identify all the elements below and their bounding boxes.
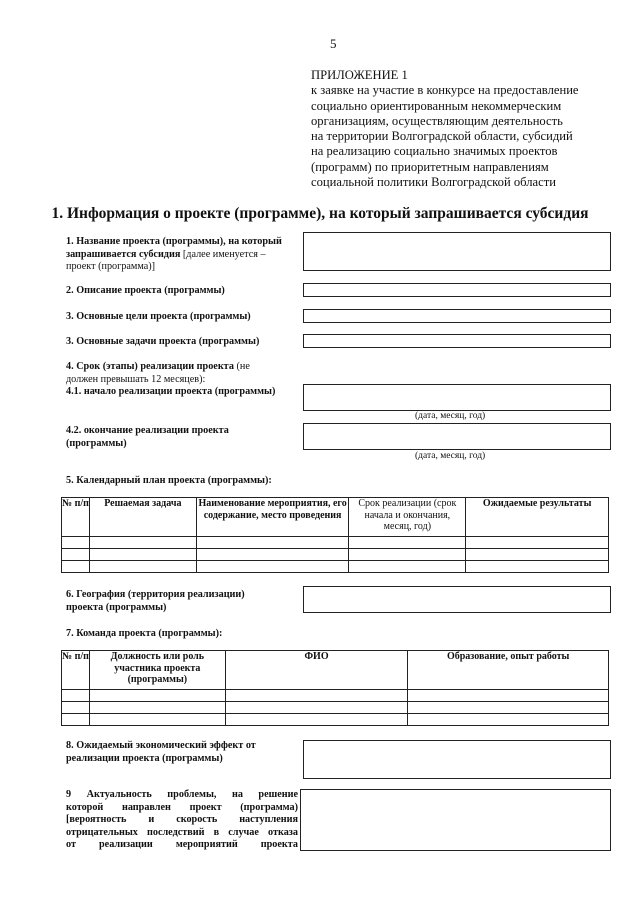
label-part: 4. Срок (этапы) реализации проекта (66, 361, 234, 372)
project-goals-label (66, 311, 251, 324)
label-part: 1. Название проекта (программы), на который (66, 236, 282, 247)
table-header: Решаемая задача (89, 498, 196, 537)
team-table (61, 650, 609, 726)
table-cell[interactable] (349, 537, 466, 549)
appendix-header (311, 68, 611, 190)
table-header: Ожидаемые результаты (466, 498, 609, 537)
label-part: реализации проекта (программы) (66, 752, 223, 764)
table-cell[interactable] (408, 702, 609, 714)
table-cell[interactable] (89, 549, 196, 561)
table-cell[interactable] (466, 561, 609, 573)
table-cell[interactable] (62, 549, 90, 561)
label-part: 6. География (территория реализации) (66, 589, 245, 600)
label-line: которой направлен проект (программа) (66, 801, 298, 813)
calendar-plan-table (61, 497, 609, 573)
table-header: № п/п (62, 651, 90, 690)
project-tasks-field[interactable] (303, 334, 611, 348)
appendix-line: социально ориентированным некоммерческим (311, 98, 562, 113)
table-cell[interactable] (225, 702, 408, 714)
label-line: 9 Актуальность проблемы, на решение (66, 789, 298, 800)
table-cell[interactable] (349, 549, 466, 561)
table-cell[interactable] (89, 702, 225, 714)
table-cell[interactable] (89, 537, 196, 549)
appendix-line: социальной политики Волгоградской области (311, 175, 556, 190)
table-cell[interactable] (196, 561, 349, 573)
table-cell[interactable] (62, 537, 90, 549)
project-description-field[interactable] (303, 283, 611, 297)
table-row (62, 690, 609, 702)
table-header: Наименование мероприятия, его содержание, место проведения (196, 498, 349, 537)
label-part: 8. Ожидаемый экономический эффект от (66, 740, 256, 751)
relevance-label (66, 789, 298, 852)
table-cell[interactable] (225, 714, 408, 726)
label-part: 7. Команда проекта (программы): (66, 628, 223, 639)
end-date-field[interactable] (303, 423, 611, 450)
label-part: проекта (программы) (66, 601, 167, 613)
label-part: (программы) (66, 437, 127, 449)
calendar-plan-label (66, 475, 272, 488)
appendix-line: к заявке на участие в конкурсе на предоставление (311, 83, 579, 98)
label-part: запрашивается субсидия (66, 248, 181, 260)
appendix-line: на реализацию социально значимых проектов (311, 144, 558, 159)
table-cell[interactable] (196, 537, 349, 549)
table-row (62, 537, 609, 549)
page-number: 5 (330, 36, 337, 51)
appendix-line: организациям, осуществляющим деятельность (311, 113, 563, 128)
appendix-line: на территории Волгоградской области, субсидий (311, 129, 573, 144)
date-caption: (дата, месяц, год) (415, 411, 486, 421)
table-cell[interactable] (62, 690, 90, 702)
table-cell[interactable] (62, 702, 90, 714)
table-cell[interactable] (89, 714, 225, 726)
section-title: 1. Информация о проекте (программе), на который запрашивается субсидия (51, 205, 589, 222)
economic-effect-label (66, 740, 256, 765)
table-cell[interactable] (196, 549, 349, 561)
label-part: 5. Календарный план проекта (программы): (66, 475, 272, 486)
label-part: проект (программа)] (66, 261, 156, 272)
table-cell[interactable] (408, 714, 609, 726)
table-cell[interactable] (225, 690, 408, 702)
table-cell[interactable] (89, 561, 196, 573)
appendix-line: (программ) по приоритетным направлениям (311, 159, 549, 174)
project-period-label (66, 361, 302, 399)
table-row (62, 561, 609, 573)
label-line: отрицательных последствий в случае отказа (66, 826, 298, 838)
economic-effect-field[interactable] (303, 740, 611, 779)
team-label (66, 628, 222, 641)
end-date-label (66, 425, 229, 450)
geography-label (66, 589, 245, 614)
table-header: № п/п (62, 498, 90, 537)
project-name-label (66, 236, 298, 274)
start-date-field[interactable] (303, 384, 611, 411)
label-part: 4.1. начало реализации проекта (программы) (66, 386, 276, 397)
label-part: 2. Описание проекта (программы) (66, 285, 225, 296)
project-name-field[interactable] (303, 232, 611, 271)
label-line: от реализации мероприятий проекта (66, 839, 298, 850)
date-caption: (дата, месяц, год) (415, 451, 486, 461)
table-row (62, 702, 609, 714)
table-header: ФИО (225, 651, 408, 690)
geography-field[interactable] (303, 586, 611, 613)
label-part: должен превышать 12 месяцев): (66, 373, 206, 385)
table-cell[interactable] (62, 561, 90, 573)
project-goals-field[interactable] (303, 309, 611, 323)
label-part: (не (233, 361, 250, 372)
project-tasks-label (66, 336, 259, 349)
label-part: 3. Основные цели проекта (программы) (66, 311, 251, 322)
table-cell[interactable] (466, 537, 609, 549)
appendix-line: ПРИЛОЖЕНИЕ 1 (311, 68, 408, 82)
relevance-field[interactable] (300, 789, 611, 851)
table-cell[interactable] (62, 714, 90, 726)
project-description-label (66, 285, 225, 298)
table-header: Срок реализации (срок начала и окончания, месяц, год) (349, 498, 466, 537)
table-cell[interactable] (466, 549, 609, 561)
table-cell[interactable] (89, 690, 225, 702)
table-row (62, 714, 609, 726)
table-cell[interactable] (408, 690, 609, 702)
label-part: 3. Основные задачи проекта (программы) (66, 336, 260, 347)
table-row (62, 549, 609, 561)
table-cell[interactable] (349, 561, 466, 573)
label-line: [вероятность и скорость наступления (66, 814, 298, 825)
label-part: [далее именуется – (180, 248, 266, 260)
table-header: Должность или роль участника проекта (программы) (89, 651, 225, 690)
label-part: 4.2. окончание реализации проекта (66, 425, 229, 436)
table-header: Образование, опыт работы (408, 651, 609, 690)
